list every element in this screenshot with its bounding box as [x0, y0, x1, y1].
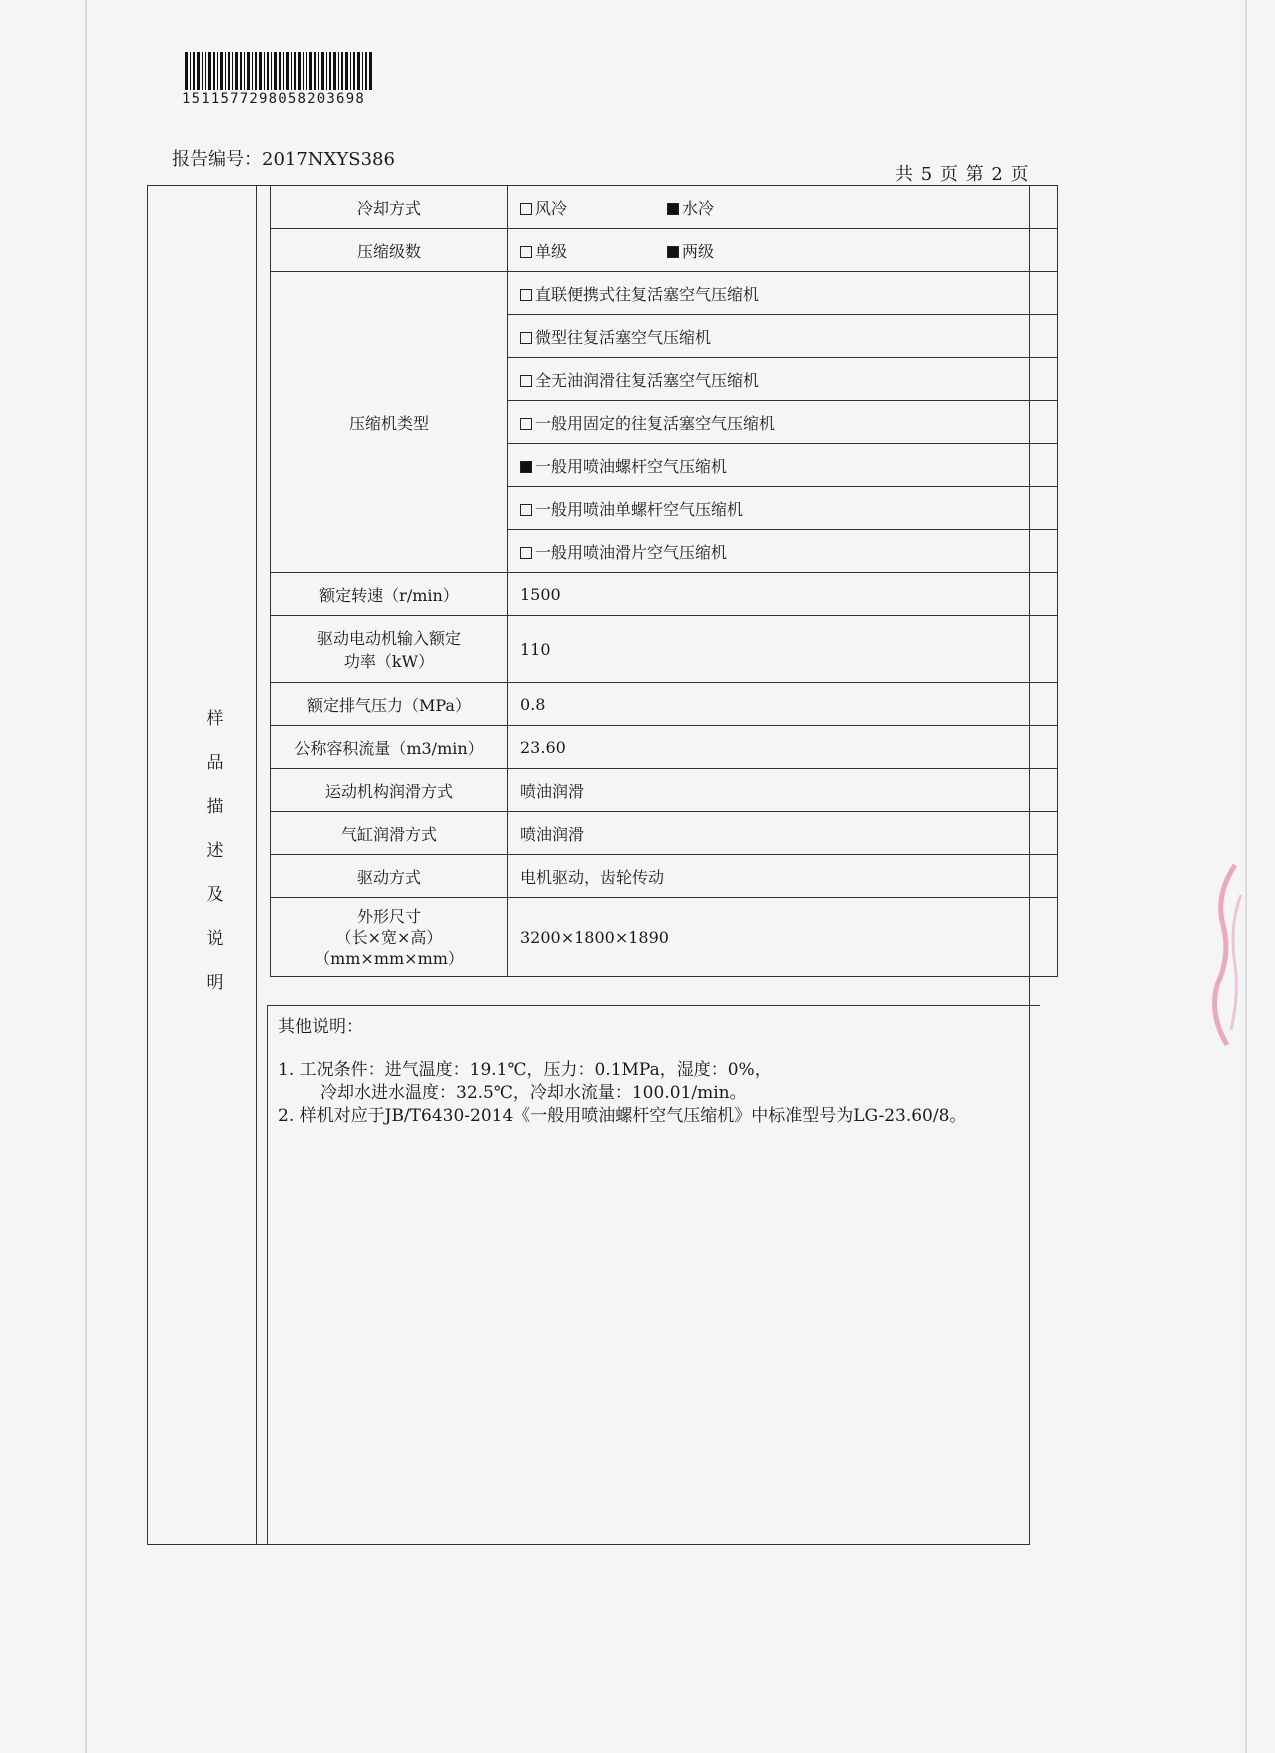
page-info: 共 5 页 第 2 页 — [895, 164, 1030, 185]
row-value: 3200×1800×1890 — [508, 898, 1058, 977]
note-line: 冷却水进水温度：32.5℃，冷却水流量：100.01/min。 — [320, 1083, 747, 1103]
row-value: 110 — [508, 616, 1058, 683]
option-two-stage[interactable]: 两级 — [667, 242, 714, 261]
table-row — [271, 726, 1058, 769]
row-value: 23.60 — [508, 726, 1058, 769]
row-key: 压缩级数 — [271, 229, 508, 272]
row-key: 额定转速（r/min） — [271, 573, 508, 616]
checkbox-icon — [520, 375, 532, 387]
table-row — [271, 229, 1058, 272]
row-key: 运动机构润滑方式 — [271, 769, 508, 812]
checkbox-icon — [520, 504, 532, 516]
checkbox-checked-icon — [667, 203, 679, 215]
table-row — [271, 683, 1058, 726]
type-option[interactable]: 直联便携式往复活塞空气压缩机 — [508, 272, 1058, 315]
row-value — [508, 229, 1058, 272]
table-row — [271, 769, 1058, 812]
type-option[interactable]: 一般用喷油单螺杆空气压缩机 — [508, 487, 1058, 530]
row-value — [508, 186, 1058, 229]
option-air-cooled[interactable]: 风冷 — [520, 196, 567, 219]
red-stamp — [1205, 855, 1245, 1055]
type-option[interactable]: 微型往复活塞空气压缩机 — [508, 315, 1058, 358]
note-line: 2. 样机对应于JB/T6430-2014《一般用喷油螺杆空气压缩机》中标准型号为LG-23.60/8。 — [278, 1106, 967, 1126]
table-row — [271, 186, 1058, 229]
row-key: 压缩机类型 — [271, 272, 508, 573]
checkbox-icon — [520, 203, 532, 215]
row-value: 0.8 — [508, 683, 1058, 726]
spec-table — [270, 185, 1058, 977]
checkbox-icon — [520, 246, 532, 258]
table-row — [271, 898, 1058, 977]
row-key: 驱动电动机输入额定 功率（kW） — [271, 616, 508, 683]
row-value: 喷油润滑 — [508, 769, 1058, 812]
table-row — [271, 812, 1058, 855]
row-value: 喷油润滑 — [508, 812, 1058, 855]
table-row — [271, 272, 1058, 315]
row-key: 额定排气压力（MPa） — [271, 683, 508, 726]
report-number: 报告编号：2017NXYS386 — [172, 149, 395, 170]
checkbox-icon — [520, 418, 532, 430]
table-row — [271, 573, 1058, 616]
type-option[interactable]: 一般用喷油螺杆空气压缩机 — [508, 444, 1058, 487]
barcode — [185, 52, 375, 90]
table-row — [271, 855, 1058, 898]
paper-edge — [1245, 0, 1247, 1753]
note-line: 1. 工况条件：进气温度：19.1℃，压力：0.1MPa，湿度：0%， — [278, 1060, 772, 1080]
checkbox-icon — [520, 547, 532, 559]
row-key: 驱动方式 — [271, 855, 508, 898]
row-value: 1500 — [508, 573, 1058, 616]
row-key: 外形尺寸 （长×宽×高） （mm×mm×mm） — [271, 898, 508, 977]
barcode-number: 151157729805820369​8 — [182, 91, 365, 107]
row-key: 公称容积流量（m3/min） — [271, 726, 508, 769]
option-single-stage[interactable]: 单级 — [520, 239, 567, 262]
side-label: 样 品 描 述 及 说 明 — [206, 709, 224, 993]
type-option[interactable]: 一般用固定的往复活塞空气压缩机 — [508, 401, 1058, 444]
row-key: 冷却方式 — [271, 186, 508, 229]
other-notes — [267, 1005, 1040, 1545]
row-value: 电机驱动，齿轮传动 — [508, 855, 1058, 898]
option-water-cooled[interactable]: 水冷 — [667, 199, 714, 218]
checkbox-icon — [520, 289, 532, 301]
checkbox-checked-icon — [520, 461, 532, 473]
type-option[interactable]: 全无油润滑往复活塞空气压缩机 — [508, 358, 1058, 401]
row-key: 气缸润滑方式 — [271, 812, 508, 855]
checkbox-checked-icon — [667, 246, 679, 258]
notes-title: 其他说明： — [278, 1017, 363, 1037]
paper-edge — [85, 0, 87, 1753]
table-row — [271, 616, 1058, 683]
checkbox-icon — [520, 332, 532, 344]
type-option[interactable]: 一般用喷油滑片空气压缩机 — [508, 530, 1058, 573]
